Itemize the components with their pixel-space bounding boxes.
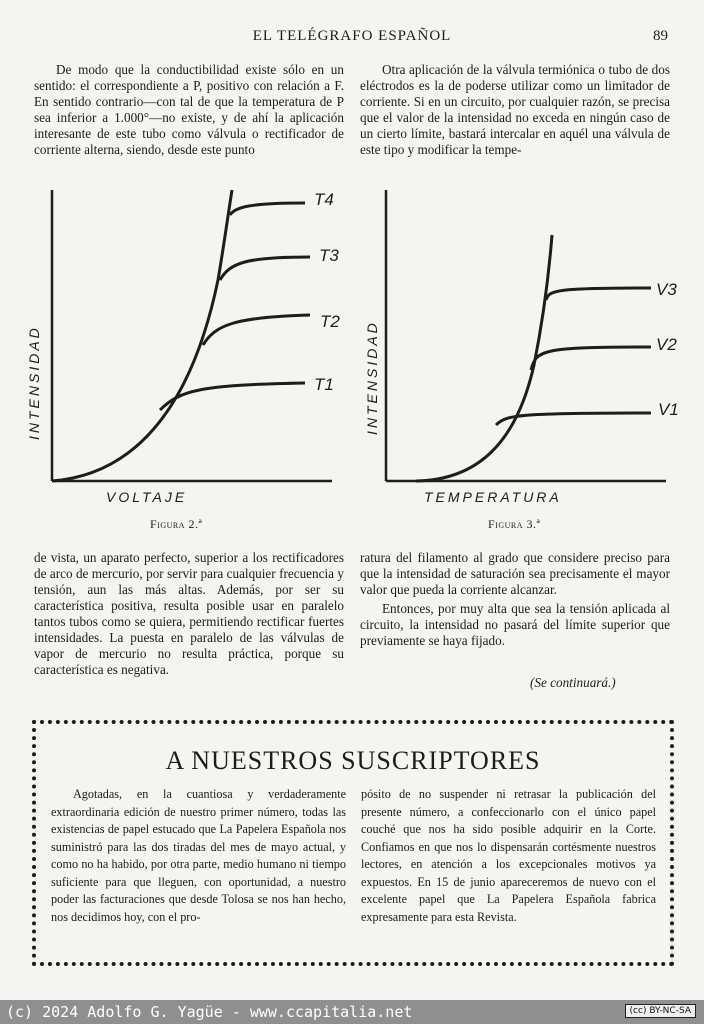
page-number: 89	[653, 28, 668, 44]
curve-label-v2: V2	[656, 335, 677, 354]
figure-3-caption: Figura 3.ª	[488, 517, 541, 531]
notice-box	[32, 720, 674, 966]
curve-v1	[496, 413, 651, 425]
column-top-left	[34, 62, 344, 158]
paragraph: Agotadas, en la cuantiosa y verdaderamente extraordinaria edición de nuestro primer número, todas las existencias de papel estucado que La Papelera Española nos suministró para las dos tiradas del mes de mayo actual, y como no ha habido, por otra parte, medio humano ni tiempo suficiente para que lleguen, con oportunidad, a nuestro poder las facturaciones que desde Tolosa se nos han hecho, nos decidimos hoy, con el pro-	[51, 787, 346, 924]
column-bottom-left	[34, 550, 344, 678]
figure-2-plot	[20, 185, 350, 505]
notice-title: A NUESTROS SUSCRIPTORES	[165, 746, 541, 775]
paragraph: De modo que la conductibilidad existe sólo en un sentido: el correspondiente a P, positivo con relación a F. En sentido contrario—con tal de que la temperatura de P sea inferior a 1.000°—no existe, y de ahí la aplicación interesante de este tubo como válvula o rectificador de corriente alterna, siendo, desde este punto	[34, 62, 344, 157]
envelope-curve	[416, 235, 552, 481]
paragraph: pósito de no suspender ni retrasar la publicación del presente número, a confeccionarlo con el único papel couché que nos ha sido posible adquirir en la Corte. Confiamos en que nos lo dispensarán cortésmente nuestros lectores, en atención a los excepcionales motivos ya expuestos. En 15 de junio apareceremos de nuevo con el excelente papel que La Papelera Española fabrica expresamente para esta Revista.	[361, 787, 656, 924]
notice-column-right	[361, 786, 656, 926]
y-axis-label: INTENSIDAD	[26, 325, 42, 440]
figure-3-plot	[366, 185, 696, 505]
curve-v2	[531, 347, 651, 370]
curve-t3	[220, 257, 310, 280]
x-axis-label: VOLTAJE	[106, 489, 188, 505]
curve-label-v1: V1	[658, 400, 679, 419]
column-bottom-right	[360, 550, 670, 649]
curve-t2	[203, 315, 310, 345]
curve-label-v3: V3	[656, 280, 677, 299]
curve-label-t4: T4	[314, 190, 334, 209]
curve-label-t2: T2	[320, 312, 340, 331]
credit-text: (c) 2024 Adolfo G. Yagüe - www.ccapitalia.net	[6, 1003, 413, 1021]
journal-title: EL TELÉGRAFO ESPAÑOL	[252, 28, 452, 44]
paragraph: de vista, un aparato perfecto, superior a los rectificadores de arco de mercurio, por servir para cualquier frecuencia y tensión, aun las más altas. Además, por ser su característica positiva, resulta posible usar en paralelo tantos tubos como se quiera, permitiendo rectificar fuertes intensidades. La puesta en paralelo de las válvulas de vapor de mercurio no resulta práctica, porque su característica es negativa.	[34, 550, 344, 677]
continued-note: (Se continuará.)	[530, 675, 616, 690]
y-axis-label: INTENSIDAD	[364, 320, 380, 435]
paragraph: ratura del filamento al grado que considere preciso para que la intensidad de saturación sea precisamente el mayor valor que pueda la corriente alcanzar.	[360, 550, 670, 597]
paragraph: Entonces, por muy alta que sea la tensión aplicada al circuito, la intensidad no pasará del límite superior que previamente se haya fijado.	[360, 601, 670, 648]
notice-column-left	[51, 786, 346, 926]
curve-v3	[546, 288, 651, 300]
figure-2-caption: Figura 2.ª	[150, 517, 203, 531]
license-badge: (cc) BY-NC-SA	[625, 1004, 696, 1018]
watermark-footer	[0, 1000, 704, 1024]
column-top-right	[360, 62, 670, 158]
paragraph: Otra aplicación de la válvula termiónica o tubo de dos eléctrodos es la de poderse utilizar como un limitador de corriente. Si en un circuito, por cualquier razón, se precisa que el valor de la intensidad no exceda en ningún caso de un cierto límite, bastará intercalar en aquél una válvula de este tipo y modificar la tempe-	[360, 62, 670, 157]
curve-label-t1: T1	[314, 375, 334, 394]
page-header	[0, 28, 704, 50]
envelope-curve	[52, 190, 232, 481]
curve-label-t3: T3	[319, 246, 339, 265]
curve-t4	[230, 203, 305, 215]
x-axis-label: TEMPERATURA	[424, 489, 562, 505]
